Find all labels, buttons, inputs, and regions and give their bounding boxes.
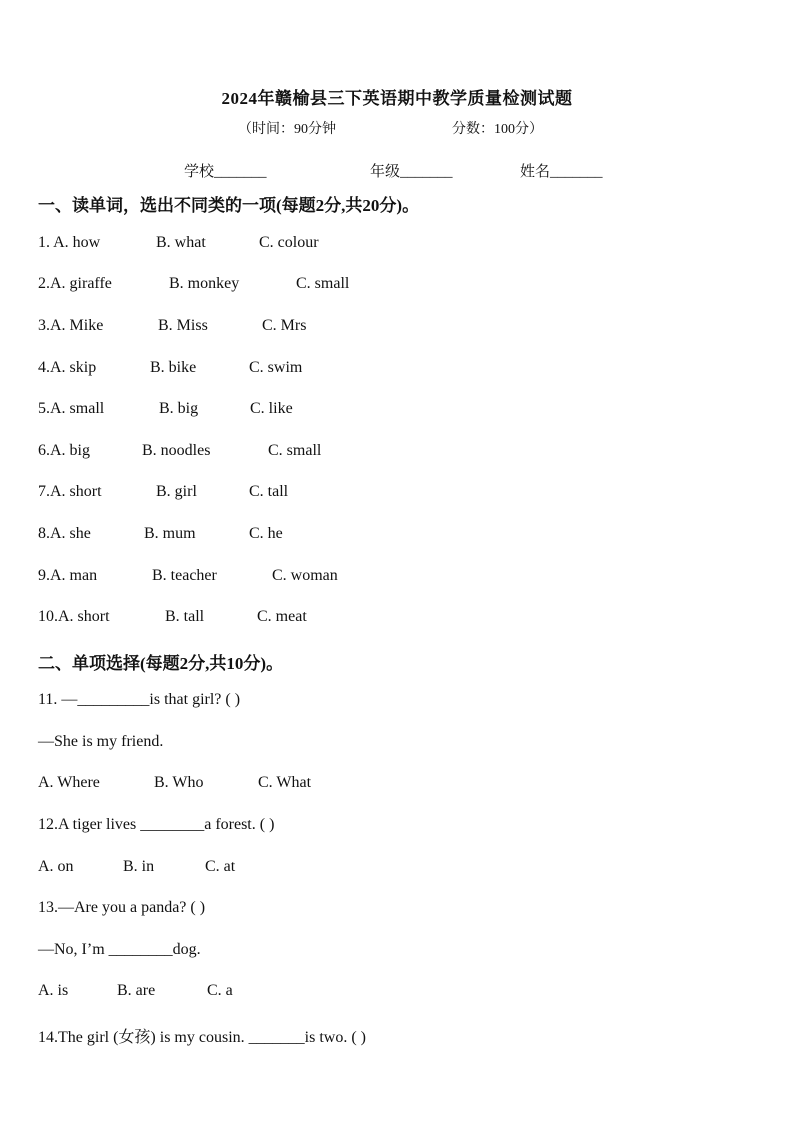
question-3-a: 3.A. Mike: [38, 317, 104, 334]
question-11-reply: —She is my friend.: [38, 733, 164, 750]
grade-field: 年级_______: [370, 164, 453, 180]
question-13-options: [38, 982, 233, 1000]
school-field: 学校_______: [184, 164, 267, 180]
question-13-reply: —No, I’m ________dog.: [38, 941, 201, 958]
question-6-a: 6.A. big: [38, 442, 90, 459]
question-2-b: B. monkey: [169, 275, 240, 292]
question-1-c: C. colour: [259, 234, 319, 251]
question-10-b: B. tall: [165, 608, 205, 625]
question-12-c: C. at: [205, 858, 236, 875]
question-7-b: B. girl: [156, 483, 197, 500]
question-8-c: C. he: [249, 525, 283, 542]
question-11-b: B. Who: [154, 774, 204, 791]
question-6-b: B. noodles: [142, 442, 211, 459]
question-12-options: [38, 858, 236, 876]
name-field: 姓名_______: [520, 164, 603, 180]
question-13-stem: 13.—Are you a panda? ( ): [38, 899, 206, 916]
question-8-b: B. mum: [144, 525, 196, 542]
question-14-stem: 14.The girl (女孩) is my cousin. _______is two. ( ): [38, 1029, 366, 1046]
question-5: [38, 400, 293, 418]
question-12-stem: 12.A tiger lives ________a forest. ( ): [38, 816, 275, 833]
question-9-a: 9.A. man: [38, 567, 98, 584]
question-8: [38, 525, 283, 543]
question-8-a: 8.A. she: [38, 525, 91, 542]
question-4-c: C. swim: [249, 359, 303, 376]
exam-title: 2024年赣榆县三下英语期中教学质量检测试题: [221, 89, 573, 108]
exam-score: 分数：100分）: [452, 122, 543, 137]
question-11-options: [38, 774, 312, 792]
section-1-heading: 一、读单词，选出不同类的一项(每题2分,共20分)。: [38, 196, 420, 215]
question-10-a: 10.A. short: [38, 608, 110, 625]
question-7-a: 7.A. short: [38, 483, 102, 500]
question-13-a: A. is: [38, 982, 69, 999]
question-11-stem: 11. —_________is that girl? ( ): [38, 691, 241, 708]
question-6: [38, 442, 322, 460]
question-4-a: 4.A. skip: [38, 359, 97, 376]
question-1: [38, 234, 319, 252]
question-13-c: C. a: [207, 982, 233, 999]
question-2-c: C. small: [296, 275, 350, 292]
question-7-c: C. tall: [249, 483, 289, 500]
exam-time: （时间：90分钟: [238, 122, 336, 137]
question-4-b: B. bike: [150, 359, 197, 376]
question-9: [38, 567, 338, 585]
question-5-a: 5.A. small: [38, 400, 105, 417]
question-11-c: C. What: [258, 774, 312, 791]
question-4: [38, 359, 303, 377]
section-2-heading: 二、单项选择(每题2分,共10分)。: [38, 654, 284, 673]
question-9-b: B. teacher: [152, 567, 217, 584]
question-2: [38, 275, 350, 293]
question-7: [38, 483, 289, 501]
question-1-b: B. what: [156, 234, 206, 251]
question-11-a: A. Where: [38, 774, 100, 791]
question-5-b: B. big: [159, 400, 199, 417]
question-12-b: B. in: [123, 858, 155, 875]
question-3-b: B. Miss: [158, 317, 208, 334]
question-9-c: C. woman: [272, 567, 338, 584]
question-2-a: 2.A. giraffe: [38, 275, 112, 292]
question-3: [38, 317, 307, 335]
question-3-c: C. Mrs: [262, 317, 307, 334]
question-5-c: C. like: [250, 400, 293, 417]
question-6-c: C. small: [268, 442, 322, 459]
question-10-c: C. meat: [257, 608, 307, 625]
question-1-a: 1. A. how: [38, 234, 101, 251]
question-10: [38, 608, 307, 626]
question-12-a: A. on: [38, 858, 74, 875]
question-13-b: B. are: [117, 982, 156, 999]
